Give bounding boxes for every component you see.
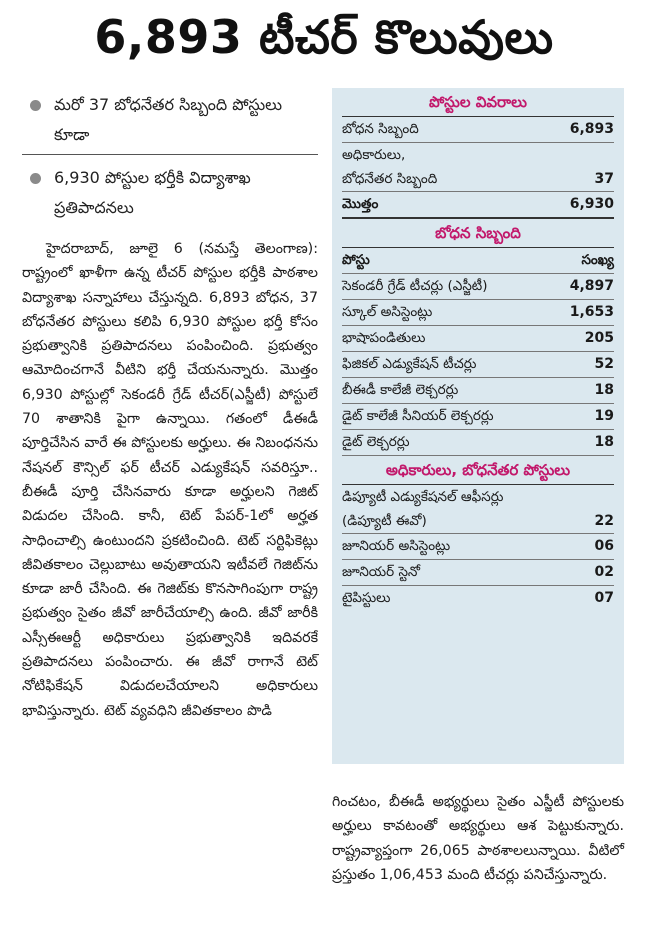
row-label-line2: బోధనేతర సిబ్బంది xyxy=(342,171,438,187)
table-row xyxy=(342,326,614,352)
row-value: 18 xyxy=(594,434,614,450)
row-value: 06 xyxy=(594,538,614,554)
table-row xyxy=(342,586,614,611)
table-row xyxy=(342,352,614,378)
row-label: జూనియర్ స్టెనో xyxy=(342,564,421,580)
bullet-dot-icon xyxy=(30,100,41,111)
row-value: 22 xyxy=(594,513,614,529)
article-continuation xyxy=(332,790,624,887)
table-row xyxy=(342,143,614,192)
table-row xyxy=(342,274,614,300)
row-value: 07 xyxy=(594,590,614,606)
row-label: మొత్తం xyxy=(342,196,379,212)
section-title: పోస్టుల వివరాలు xyxy=(342,88,614,117)
table-row xyxy=(342,300,614,326)
table-row xyxy=(342,485,614,534)
table-header-row xyxy=(342,248,614,274)
row-value: 52 xyxy=(594,356,614,372)
bullet-text: 6,930 పోస్టుల భర్తీకి విద్యాశాఖ ప్రతిపాదనలు xyxy=(54,168,251,217)
row-value: 4,897 xyxy=(569,278,614,294)
table-row xyxy=(342,534,614,560)
row-label: డిప్యూటీ ఎడ్యుకేషనల్ ఆఫీసర్లు xyxy=(342,489,504,505)
row-value: 37 xyxy=(594,171,614,187)
posts-details-table xyxy=(332,88,624,764)
column-header: పోస్టు xyxy=(342,252,370,268)
row-label: బోధన సిబ్బంది xyxy=(342,121,419,137)
row-label: అధికారులు, xyxy=(342,147,406,163)
total-row xyxy=(342,192,614,219)
row-label: సెకండరీ గ్రేడ్ టీచర్లు (ఎస్జీటీ) xyxy=(342,278,488,294)
row-value: 1,653 xyxy=(569,304,614,320)
row-label: ఫిజికల్ ఎడ్యుకేషన్ టీచర్లు xyxy=(342,356,477,372)
table-row xyxy=(342,404,614,430)
row-value: 19 xyxy=(594,408,614,424)
table-row xyxy=(342,378,614,404)
row-label: డైట్ కాలేజీ సీనియర్ లెక్చరర్లు xyxy=(342,408,494,424)
section-title: అధికారులు, బోధనేతర పోస్టులు xyxy=(342,456,614,485)
column-header: సంఖ్య xyxy=(581,252,614,268)
row-value: 02 xyxy=(594,564,614,580)
section-title: బోధన సిబ్బంది xyxy=(342,219,614,248)
headline: 6,893 టీచర్ కొలువులు xyxy=(94,10,554,64)
table-row xyxy=(342,560,614,586)
row-value: 205 xyxy=(584,330,614,346)
row-label: స్కూల్ అసిస్టెంట్లు xyxy=(342,304,433,320)
row-label: భాషాపండితులు xyxy=(342,330,426,346)
row-label: జూనియర్ అసిస్టెంట్లు xyxy=(342,538,451,554)
row-value: 18 xyxy=(594,382,614,398)
bullet-point xyxy=(22,90,318,155)
row-value: 6,930 xyxy=(569,196,614,212)
bullet-point xyxy=(22,163,318,227)
row-label-line2: (డిప్యూటీ ఈవో) xyxy=(342,513,427,529)
row-label: టైపిస్టులు xyxy=(342,590,391,606)
article-body xyxy=(22,237,318,723)
bullet-dot-icon xyxy=(30,173,41,184)
table-row xyxy=(342,117,614,143)
row-label: డైట్ లెక్చరర్లు xyxy=(342,434,410,450)
article-paragraph: హైదరాబాద్, జూలై 6 (నమస్తే తెలంగాణ): రాష్ట్రంలో ఖాళీగా ఉన్న టీచర్ పోస్టుల భర్తీకి పాఠశాల విద్యాశాఖ సన్నాహాలు చేస్తున్నది. 6,893 బోధన, 37 బోధనేతర పోస్టులు కలిపి 6,930 పోస్టుల భర్తీ కోసం ప్రభుత్వానికి ప్రతిపాదనలు పంపించింది. ప్రభుత్వం ఆమోదించగానే వీటిని భర్తీ చేయనున్నారు. మొత్తం 6,930 పోస్టుల్లో సెకండరీ గ్రేడ్ టీచర్(ఎస్జీటీ) పోస్టులే 70 శాతానికి పైగా ఉన్నాయి. గతంలో డీఈడీ పూర్తిచేసిన వారే ఈ పోస్టులకు అర్హులు. ఈ నిబంధనను నేషనల్ కౌన్సిల్ ఫర్ టీచర్ ఎడ్యుకేషన్ సవరిస్తూ.. బీఈడీ పూర్తి చేసినవారు కూడా అర్హులని గెజిట్ విడుదల చేసింది. కానీ, టెట్ పేపర్-1లో అర్హత సాధించాల్సి ఉంటుందని ప్రకటించింది. టెట్ సర్టిఫికెట్లు జీవితకాలం చెల్లుబాటు అవుతాయని ఇటీవలే గెజిట్‌ను కూడా జారీ చేసింది. ఈ గెజిట్‌కు కొనసాగింపుగా రాష్ట్ర ప్రభుత్వం సైతం జీవో జారీచేయాల్సి ఉంది. జీవో జారీకి ఎస్సీఈఆర్టీ అధికారులు ప్రభుత్వానికి ఇదివరకే ప్రతిపాదనలు పంపించారు. ఈ జీవో రాగానే టెట్ నోటిఫికేషన్ విడుదలచేయాలని అధికారులు భావిస్తున్నారు. టెట్ వ్యవధిని జీవితకాలం పొడి xyxy=(22,241,318,719)
bullet-text: మరో 37 బోధనేతర సిబ్బంది పోస్టులు కూడా xyxy=(54,95,283,144)
left-column xyxy=(22,90,318,723)
row-value: 6,893 xyxy=(569,121,614,137)
article-paragraph: గించటం, బీఈడీ అభ్యర్థులు సైతం ఎస్జీటీ పోస్టులకు అర్హులు కావటంతో అభ్యర్థులు ఆశ పెట్టుకున్నారు. రాష్ట్రవ్యాప్తంగా 26,065 పాఠశాలలున్నాయి. వీటిలో ప్రస్తుతం 1,06,453 మంది టీచర్లు పనిచేస్తున్నారు. xyxy=(332,794,624,883)
row-label: బీఈడీ కాలేజీ లెక్చరర్లు xyxy=(342,382,459,398)
table-row xyxy=(342,430,614,456)
